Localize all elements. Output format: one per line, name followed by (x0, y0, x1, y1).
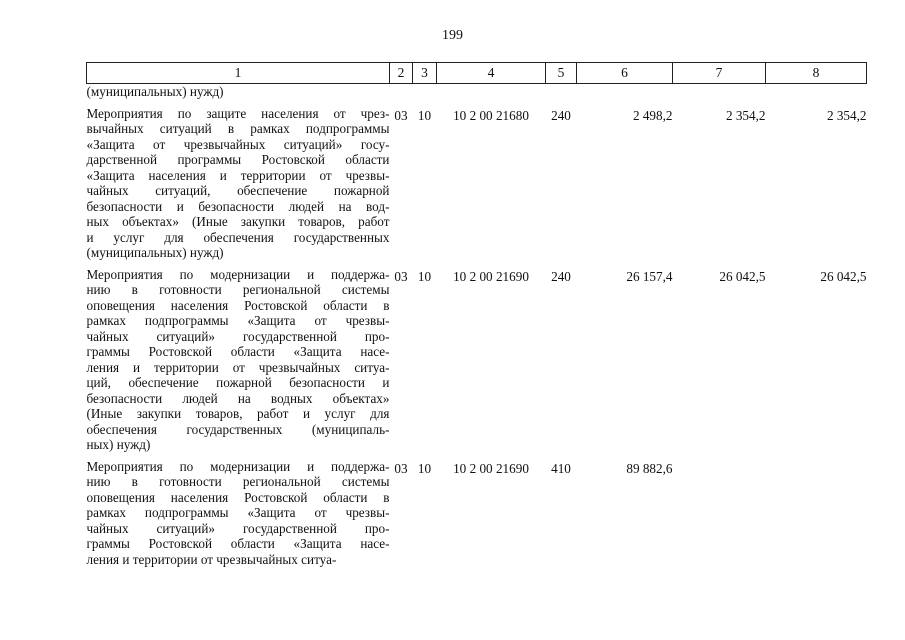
subsection-code: 10 (417, 268, 432, 284)
section-code: 03 (394, 107, 408, 123)
row-description: Мероприятия по модернизации и поддержа- нию в готовности региональной системы оповещения населения Ростовской области в рамках подпрограммы «Защита от чрезвы- чайных ситуаций» государственной про- граммы Ростовской области «Защита насе- ления и территории от чрезвычайных ситуа- (86, 458, 390, 567)
col-header-6: 6 (577, 63, 673, 84)
col-header-5: 5 (546, 63, 577, 84)
table-row (87, 106, 867, 267)
target-article-code: 10 2 00 21690 (453, 268, 529, 284)
section-code: 03 (394, 460, 408, 476)
col-header-4: 4 (437, 63, 546, 84)
amount-year-2 (673, 459, 766, 574)
row-description: Мероприятия по защите населения от чрез- вычайных ситуаций в рамках подпрограммы «Защита от чрезвычайных ситуаций» госу- дарственной программы Ростовской области «Защита населения и территории от чрезвы- чайных ситуаций, обеспечение пожарной безопасности и безопасности людей на вод- ных объектах» (Иные закупки товаров, работ и услуг для обеспечения государственных (муниципальных) нужд) (86, 105, 390, 260)
table-row (87, 459, 867, 574)
table-row (87, 267, 867, 459)
continuation-text: (муниципальных) нужд) (86, 84, 224, 99)
amount-year-3: 2 354,2 (826, 107, 867, 123)
header-row (87, 63, 867, 84)
col-header-3: 3 (413, 63, 437, 84)
continuation-row (87, 84, 867, 106)
amount-year-2: 26 042,5 (719, 268, 766, 284)
amount-year-1: 89 882,6 (626, 460, 673, 476)
page-number: 199 (442, 28, 463, 43)
amount-year-3 (766, 459, 867, 574)
section-code: 03 (394, 268, 408, 284)
target-article-code: 10 2 00 21680 (453, 107, 529, 123)
amount-year-1: 2 498,2 (632, 107, 673, 123)
subsection-code: 10 (417, 107, 432, 123)
target-article-code: 10 2 00 21690 (453, 460, 529, 476)
expense-type-code: 240 (551, 268, 571, 284)
col-header-2: 2 (390, 63, 413, 84)
col-header-1: 1 (87, 63, 390, 84)
budget-table (86, 62, 867, 573)
col-header-8: 8 (766, 63, 867, 84)
expense-type-code: 240 (551, 107, 571, 123)
amount-year-2: 2 354,2 (725, 107, 766, 123)
amount-year-1: 26 157,4 (626, 268, 673, 284)
amount-year-3: 26 042,5 (820, 268, 867, 284)
col-header-7: 7 (673, 63, 766, 84)
expense-type-code: 410 (551, 460, 571, 476)
subsection-code: 10 (417, 460, 432, 476)
row-description: Мероприятия по модернизации и поддержа- нию в готовности региональной системы оповещения населения Ростовской области в рамках подпрограммы «Защита от чрезвы- чайных ситуаций» государственной про- граммы Ростовской области «Защита насе- ления и территории от чрезвычайных ситуа- ций, обеспечение пожарной безопасности и безопасности людей на водных объектах» (Иные закупки товаров, работ и услуг для обеспечения государственных (муниципаль- ных) нужд) (86, 266, 390, 452)
